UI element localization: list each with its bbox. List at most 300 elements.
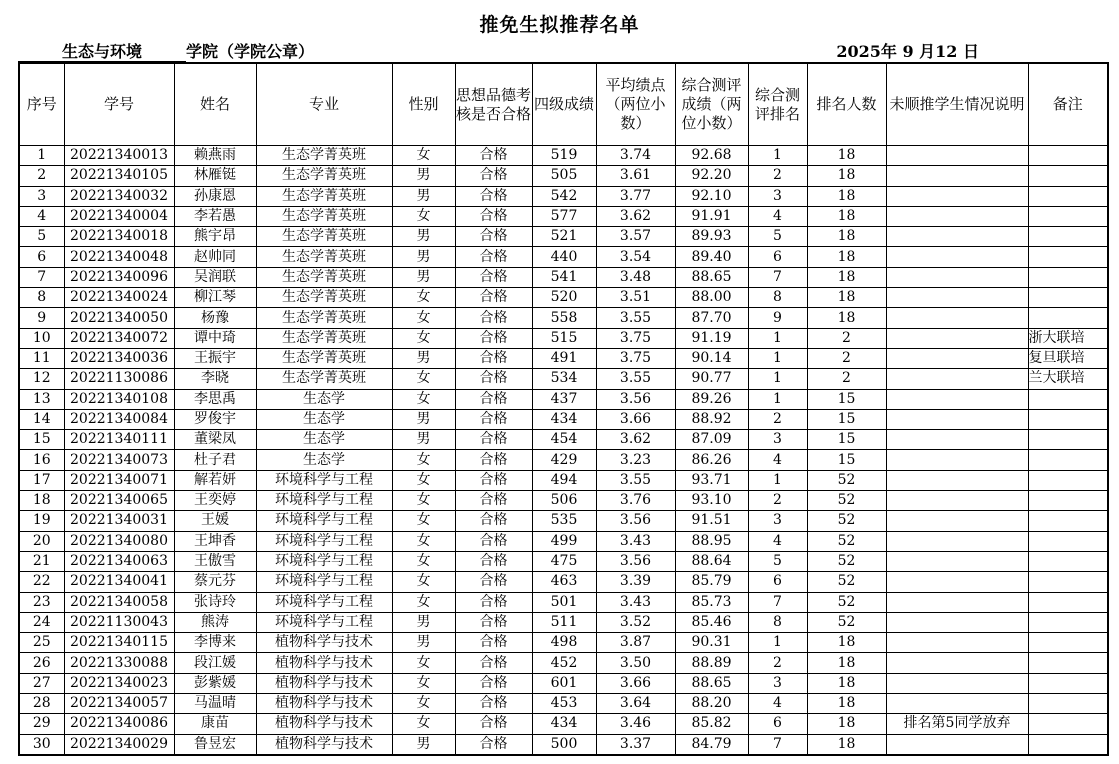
cell-explanation xyxy=(886,206,1028,226)
cell-moral: 合格 xyxy=(455,288,532,308)
cell-score: 88.65 xyxy=(675,673,748,693)
cell-explanation xyxy=(886,673,1028,693)
cell-name: 李若愚 xyxy=(174,206,256,226)
cell-cet4: 475 xyxy=(532,551,596,571)
cell-major: 生态学菁英班 xyxy=(256,308,392,328)
col-header-student-id: 学号 xyxy=(64,63,174,146)
cell-moral: 合格 xyxy=(455,146,532,166)
cell-rank: 2 xyxy=(748,491,807,511)
cell-cet4: 429 xyxy=(532,450,596,470)
cell-student-id: 20221340013 xyxy=(64,146,174,166)
cell-rank-count: 18 xyxy=(807,673,886,693)
cell-index: 5 xyxy=(19,227,64,247)
cell-gender: 男 xyxy=(392,734,455,755)
cell-moral: 合格 xyxy=(455,633,532,653)
cell-gender: 男 xyxy=(392,247,455,267)
cell-gpa: 3.43 xyxy=(596,531,675,551)
cell-explanation xyxy=(886,186,1028,206)
cell-rank-count: 2 xyxy=(807,328,886,348)
cell-student-id: 20221130043 xyxy=(64,612,174,632)
cell-major: 生态学菁英班 xyxy=(256,348,392,368)
cell-rank: 6 xyxy=(748,247,807,267)
cell-student-id: 20221330088 xyxy=(64,653,174,673)
cell-gender: 男 xyxy=(392,166,455,186)
cell-rank: 3 xyxy=(748,673,807,693)
cell-index: 30 xyxy=(19,734,64,755)
cell-student-id: 20221340024 xyxy=(64,288,174,308)
cell-major: 生态学菁英班 xyxy=(256,328,392,348)
cell-moral: 合格 xyxy=(455,206,532,226)
cell-gpa: 3.23 xyxy=(596,450,675,470)
cell-moral: 合格 xyxy=(455,348,532,368)
cell-remark xyxy=(1028,308,1108,328)
cell-name: 王坤香 xyxy=(174,531,256,551)
cell-explanation xyxy=(886,551,1028,571)
cell-gender: 女 xyxy=(392,369,455,389)
cell-explanation xyxy=(886,612,1028,632)
cell-rank: 2 xyxy=(748,409,807,429)
cell-moral: 合格 xyxy=(455,572,532,592)
cell-major: 环境科学与工程 xyxy=(256,491,392,511)
cell-score: 88.20 xyxy=(675,694,748,714)
cell-gender: 女 xyxy=(392,592,455,612)
cell-index: 22 xyxy=(19,572,64,592)
table-row xyxy=(19,409,1108,429)
cell-index: 29 xyxy=(19,714,64,734)
cell-index: 4 xyxy=(19,206,64,226)
cell-rank: 1 xyxy=(748,146,807,166)
table-row xyxy=(19,572,1108,592)
cell-student-id: 20221340084 xyxy=(64,409,174,429)
cell-name: 马温晴 xyxy=(174,694,256,714)
cell-student-id: 20221340071 xyxy=(64,470,174,490)
cell-explanation xyxy=(886,409,1028,429)
cell-remark xyxy=(1028,247,1108,267)
sheet-title: 推免生拟推荐名单 xyxy=(479,14,640,36)
table-row xyxy=(19,511,1108,531)
cell-gender: 女 xyxy=(392,673,455,693)
cell-remark xyxy=(1028,673,1108,693)
cell-name: 林雁铤 xyxy=(174,166,256,186)
cell-gpa: 3.55 xyxy=(596,308,675,328)
candidate-table xyxy=(18,62,1109,756)
cell-remark xyxy=(1028,288,1108,308)
cell-score: 90.14 xyxy=(675,348,748,368)
cell-name: 杨豫 xyxy=(174,308,256,328)
cell-rank: 3 xyxy=(748,511,807,531)
cell-gender: 女 xyxy=(392,389,455,409)
cell-rank-count: 18 xyxy=(807,288,886,308)
cell-gender: 男 xyxy=(392,348,455,368)
cell-gender: 女 xyxy=(392,491,455,511)
cell-gender: 女 xyxy=(392,694,455,714)
cell-score: 84.79 xyxy=(675,734,748,755)
cell-score: 91.51 xyxy=(675,511,748,531)
cell-cet4: 505 xyxy=(532,166,596,186)
cell-index: 21 xyxy=(19,551,64,571)
cell-explanation xyxy=(886,694,1028,714)
col-header-score: 综合测评成绩（两位小数） xyxy=(675,63,748,146)
cell-cet4: 494 xyxy=(532,470,596,490)
cell-major: 生态学 xyxy=(256,430,392,450)
cell-cet4: 534 xyxy=(532,369,596,389)
cell-rank-count: 18 xyxy=(807,308,886,328)
cell-score: 91.91 xyxy=(675,206,748,226)
cell-gpa: 3.74 xyxy=(596,146,675,166)
table-row xyxy=(19,369,1108,389)
cell-rank-count: 18 xyxy=(807,694,886,714)
cell-rank: 4 xyxy=(748,206,807,226)
cell-explanation xyxy=(886,511,1028,531)
cell-gpa: 3.62 xyxy=(596,206,675,226)
cell-cet4: 558 xyxy=(532,308,596,328)
cell-student-id: 20221340041 xyxy=(64,572,174,592)
cell-rank: 5 xyxy=(748,551,807,571)
cell-rank-count: 15 xyxy=(807,389,886,409)
cell-student-id: 20221130086 xyxy=(64,369,174,389)
cell-major: 环境科学与工程 xyxy=(256,551,392,571)
cell-rank-count: 15 xyxy=(807,409,886,429)
cell-moral: 合格 xyxy=(455,612,532,632)
cell-gpa: 3.56 xyxy=(596,551,675,571)
cell-rank-count: 2 xyxy=(807,369,886,389)
cell-index: 17 xyxy=(19,470,64,490)
cell-rank-count: 18 xyxy=(807,714,886,734)
cell-moral: 合格 xyxy=(455,450,532,470)
cell-explanation xyxy=(886,247,1028,267)
cell-cet4: 463 xyxy=(532,572,596,592)
cell-score: 93.71 xyxy=(675,470,748,490)
table-row xyxy=(19,694,1108,714)
cell-score: 90.77 xyxy=(675,369,748,389)
cell-name: 李博来 xyxy=(174,633,256,653)
cell-gpa: 3.56 xyxy=(596,511,675,531)
cell-name: 罗俊宇 xyxy=(174,409,256,429)
cell-rank-count: 52 xyxy=(807,491,886,511)
cell-moral: 合格 xyxy=(455,186,532,206)
cell-gpa: 3.39 xyxy=(596,572,675,592)
cell-major: 植物科学与技术 xyxy=(256,734,392,755)
cell-gender: 男 xyxy=(392,227,455,247)
cell-rank: 4 xyxy=(748,450,807,470)
cell-gpa: 3.54 xyxy=(596,247,675,267)
cell-rank-count: 18 xyxy=(807,247,886,267)
cell-gpa: 3.62 xyxy=(596,430,675,450)
cell-gpa: 3.61 xyxy=(596,166,675,186)
cell-moral: 合格 xyxy=(455,551,532,571)
table-row xyxy=(19,491,1108,511)
cell-cet4: 515 xyxy=(532,328,596,348)
cell-gpa: 3.75 xyxy=(596,348,675,368)
table-row xyxy=(19,531,1108,551)
cell-score: 85.79 xyxy=(675,572,748,592)
cell-moral: 合格 xyxy=(455,470,532,490)
cell-name: 张诗玲 xyxy=(174,592,256,612)
header-row xyxy=(19,63,1108,146)
cell-remark xyxy=(1028,186,1108,206)
cell-remark xyxy=(1028,166,1108,186)
cell-rank: 1 xyxy=(748,389,807,409)
cell-rank: 6 xyxy=(748,714,807,734)
cell-explanation xyxy=(886,572,1028,592)
cell-major: 生态学菁英班 xyxy=(256,369,392,389)
cell-rank-count: 15 xyxy=(807,430,886,450)
cell-rank-count: 18 xyxy=(807,267,886,287)
cell-remark xyxy=(1028,653,1108,673)
cell-student-id: 20221340031 xyxy=(64,511,174,531)
cell-rank: 3 xyxy=(748,186,807,206)
cell-name: 蔡元芬 xyxy=(174,572,256,592)
cell-gpa: 3.52 xyxy=(596,612,675,632)
cell-score: 87.70 xyxy=(675,308,748,328)
cell-rank-count: 18 xyxy=(807,633,886,653)
cell-remark xyxy=(1028,389,1108,409)
cell-major: 生态学菁英班 xyxy=(256,166,392,186)
cell-explanation xyxy=(886,389,1028,409)
cell-moral: 合格 xyxy=(455,511,532,531)
cell-gpa: 3.46 xyxy=(596,714,675,734)
cell-index: 16 xyxy=(19,450,64,470)
cell-index: 10 xyxy=(19,328,64,348)
cell-cet4: 453 xyxy=(532,694,596,714)
cell-cet4: 511 xyxy=(532,612,596,632)
cell-remark xyxy=(1028,206,1108,226)
cell-remark xyxy=(1028,146,1108,166)
table-row xyxy=(19,592,1108,612)
cell-moral: 合格 xyxy=(455,673,532,693)
cell-gender: 女 xyxy=(392,328,455,348)
cell-moral: 合格 xyxy=(455,247,532,267)
cell-remark xyxy=(1028,491,1108,511)
cell-explanation xyxy=(886,166,1028,186)
cell-explanation: 排名第5同学放弃 xyxy=(886,714,1028,734)
cell-moral: 合格 xyxy=(455,308,532,328)
cell-moral: 合格 xyxy=(455,166,532,186)
cell-student-id: 20221340057 xyxy=(64,694,174,714)
cell-index: 11 xyxy=(19,348,64,368)
cell-index: 2 xyxy=(19,166,64,186)
cell-gpa: 3.76 xyxy=(596,491,675,511)
cell-remark xyxy=(1028,734,1108,755)
cell-gpa: 3.55 xyxy=(596,470,675,490)
cell-explanation xyxy=(886,369,1028,389)
col-header-moral: 思想品德考核是否合格 xyxy=(455,63,532,146)
table-row xyxy=(19,612,1108,632)
cell-remark xyxy=(1028,551,1108,571)
cell-student-id: 20221340065 xyxy=(64,491,174,511)
cell-student-id: 20221340029 xyxy=(64,734,174,755)
table-row xyxy=(19,450,1108,470)
cell-index: 12 xyxy=(19,369,64,389)
cell-moral: 合格 xyxy=(455,328,532,348)
cell-score: 92.20 xyxy=(675,166,748,186)
cell-rank-count: 18 xyxy=(807,653,886,673)
cell-rank: 6 xyxy=(748,572,807,592)
col-header-gpa: 平均绩点（两位小数） xyxy=(596,63,675,146)
cell-cet4: 542 xyxy=(532,186,596,206)
cell-score: 88.64 xyxy=(675,551,748,571)
cell-major: 植物科学与技术 xyxy=(256,714,392,734)
cell-major: 生态学菁英班 xyxy=(256,146,392,166)
cell-explanation xyxy=(886,288,1028,308)
cell-name: 谭中琦 xyxy=(174,328,256,348)
cell-rank-count: 52 xyxy=(807,531,886,551)
cell-gender: 女 xyxy=(392,531,455,551)
cell-gpa: 3.56 xyxy=(596,389,675,409)
cell-index: 3 xyxy=(19,186,64,206)
cell-gpa: 3.57 xyxy=(596,227,675,247)
cell-student-id: 20221340018 xyxy=(64,227,174,247)
cell-rank-count: 15 xyxy=(807,450,886,470)
cell-explanation xyxy=(886,348,1028,368)
cell-gender: 男 xyxy=(392,633,455,653)
cell-name: 鲁昱宏 xyxy=(174,734,256,755)
cell-index: 20 xyxy=(19,531,64,551)
cell-major: 环境科学与工程 xyxy=(256,612,392,632)
cell-name: 熊涛 xyxy=(174,612,256,632)
cell-rank-count: 2 xyxy=(807,348,886,368)
cell-student-id: 20221340023 xyxy=(64,673,174,693)
cell-index: 25 xyxy=(19,633,64,653)
cell-student-id: 20221340080 xyxy=(64,531,174,551)
col-header-gender: 性别 xyxy=(392,63,455,146)
cell-moral: 合格 xyxy=(455,653,532,673)
table-row xyxy=(19,206,1108,226)
cell-gender: 男 xyxy=(392,267,455,287)
cell-gender: 女 xyxy=(392,450,455,470)
college-line xyxy=(18,39,314,62)
cell-score: 85.73 xyxy=(675,592,748,612)
cell-explanation xyxy=(886,227,1028,247)
cell-rank-count: 18 xyxy=(807,206,886,226)
cell-index: 6 xyxy=(19,247,64,267)
cell-student-id: 20221340111 xyxy=(64,430,174,450)
cell-explanation xyxy=(886,430,1028,450)
cell-rank-count: 18 xyxy=(807,227,886,247)
cell-score: 85.82 xyxy=(675,714,748,734)
cell-gender: 女 xyxy=(392,206,455,226)
cell-explanation xyxy=(886,491,1028,511)
cell-major: 环境科学与工程 xyxy=(256,531,392,551)
col-header-cet4: 四级成绩 xyxy=(532,63,596,146)
col-header-rank: 综合测评排名 xyxy=(748,63,807,146)
cell-moral: 合格 xyxy=(455,430,532,450)
cell-major: 植物科学与技术 xyxy=(256,653,392,673)
cell-index: 28 xyxy=(19,694,64,714)
cell-gender: 女 xyxy=(392,714,455,734)
cell-major: 生态学 xyxy=(256,389,392,409)
cell-major: 环境科学与工程 xyxy=(256,470,392,490)
cell-index: 18 xyxy=(19,491,64,511)
table-body xyxy=(19,146,1108,755)
cell-cet4: 520 xyxy=(532,288,596,308)
table-row xyxy=(19,551,1108,571)
cell-gender: 男 xyxy=(392,430,455,450)
table-row xyxy=(19,389,1108,409)
cell-student-id: 20221340063 xyxy=(64,551,174,571)
cell-remark: 兰大联培 xyxy=(1028,369,1108,389)
cell-major: 植物科学与技术 xyxy=(256,633,392,653)
cell-score: 93.10 xyxy=(675,491,748,511)
cell-index: 19 xyxy=(19,511,64,531)
cell-remark xyxy=(1028,227,1108,247)
cell-gpa: 3.43 xyxy=(596,592,675,612)
cell-rank: 1 xyxy=(748,348,807,368)
cell-rank-count: 52 xyxy=(807,551,886,571)
cell-major: 环境科学与工程 xyxy=(256,511,392,531)
cell-score: 88.92 xyxy=(675,409,748,429)
table-row xyxy=(19,328,1108,348)
cell-name: 赵帅同 xyxy=(174,247,256,267)
table-row xyxy=(19,227,1108,247)
cell-gpa: 3.55 xyxy=(596,369,675,389)
cell-rank: 7 xyxy=(748,267,807,287)
cell-rank-count: 52 xyxy=(807,470,886,490)
cell-cet4: 535 xyxy=(532,511,596,531)
cell-student-id: 20221340096 xyxy=(64,267,174,287)
cell-cet4: 498 xyxy=(532,633,596,653)
cell-name: 熊宇昂 xyxy=(174,227,256,247)
cell-rank: 4 xyxy=(748,694,807,714)
cell-rank-count: 18 xyxy=(807,734,886,755)
cell-major: 生态学菁英班 xyxy=(256,227,392,247)
cell-explanation xyxy=(886,267,1028,287)
cell-rank-count: 18 xyxy=(807,166,886,186)
cell-rank: 2 xyxy=(748,653,807,673)
cell-cet4: 434 xyxy=(532,409,596,429)
cell-remark xyxy=(1028,450,1108,470)
cell-explanation xyxy=(886,146,1028,166)
cell-major: 生态学菁英班 xyxy=(256,247,392,267)
cell-name: 解若妍 xyxy=(174,470,256,490)
cell-remark xyxy=(1028,267,1108,287)
table-row xyxy=(19,348,1108,368)
cell-student-id: 20221340105 xyxy=(64,166,174,186)
cell-gpa: 3.51 xyxy=(596,288,675,308)
cell-major: 植物科学与技术 xyxy=(256,694,392,714)
cell-moral: 合格 xyxy=(455,369,532,389)
cell-moral: 合格 xyxy=(455,592,532,612)
cell-remark xyxy=(1028,531,1108,551)
cell-rank-count: 52 xyxy=(807,612,886,632)
cell-score: 90.31 xyxy=(675,633,748,653)
cell-gender: 女 xyxy=(392,511,455,531)
cell-explanation xyxy=(886,470,1028,490)
cell-cet4: 577 xyxy=(532,206,596,226)
table-row xyxy=(19,288,1108,308)
cell-rank: 1 xyxy=(748,369,807,389)
cell-gpa: 3.50 xyxy=(596,653,675,673)
col-header-major: 专业 xyxy=(256,63,392,146)
col-header-rank-count: 排名人数 xyxy=(807,63,886,146)
table-row xyxy=(19,146,1108,166)
cell-name: 彭紫媛 xyxy=(174,673,256,693)
cell-remark xyxy=(1028,511,1108,531)
college-suffix: 学院（学院公章） xyxy=(186,42,315,61)
cell-name: 王振宇 xyxy=(174,348,256,368)
cell-index: 7 xyxy=(19,267,64,287)
table-row xyxy=(19,308,1108,328)
cell-name: 康苗 xyxy=(174,714,256,734)
cell-major: 植物科学与技术 xyxy=(256,673,392,693)
cell-gender: 女 xyxy=(392,288,455,308)
cell-index: 24 xyxy=(19,612,64,632)
cell-score: 88.95 xyxy=(675,531,748,551)
cell-remark: 浙大联培 xyxy=(1028,328,1108,348)
cell-name: 李晓 xyxy=(174,369,256,389)
cell-student-id: 20221340073 xyxy=(64,450,174,470)
cell-gender: 女 xyxy=(392,470,455,490)
